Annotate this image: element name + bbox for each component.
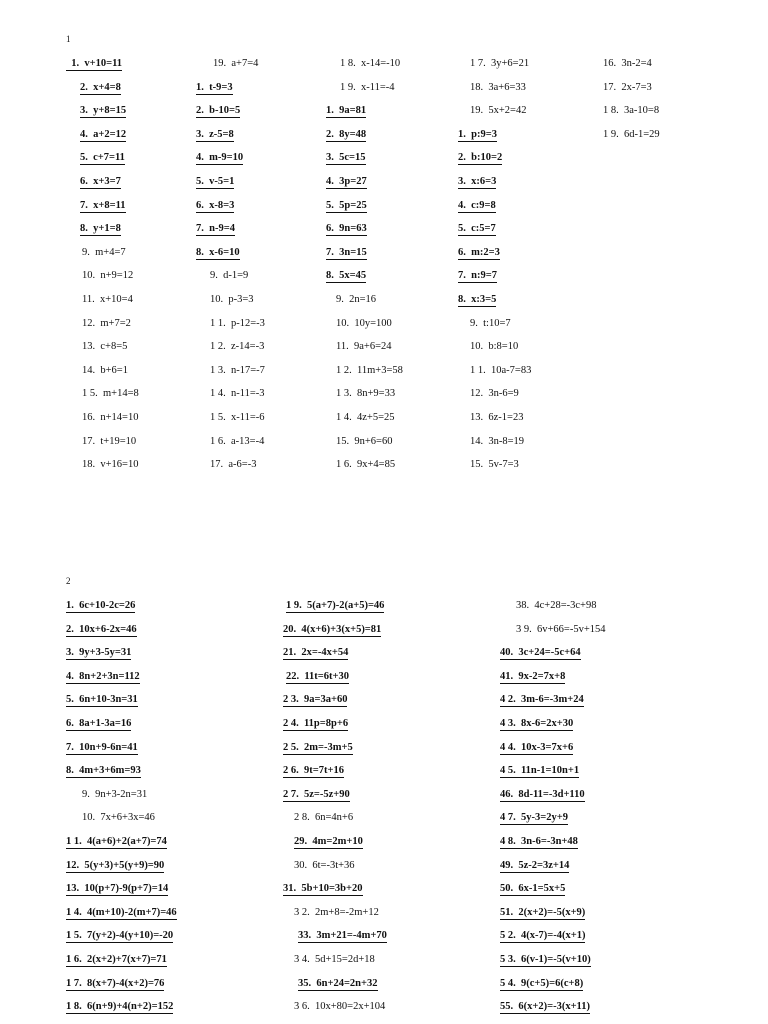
section-2-exercise: 22. 11t=6t+30	[286, 670, 350, 682]
section-1-exercise: 9. t:10=7	[470, 317, 511, 329]
section-2-exercise: 29. 4m=2m+10	[294, 836, 363, 847]
section-2-exercise: 2 6. 9t=7t+16	[283, 765, 344, 777]
section-1-exercise: 13. 6z-1=23	[470, 412, 524, 423]
section-1-exercise: 7. x+8=11	[80, 199, 126, 211]
section-1-exercise: 19. 5x+2=42	[470, 105, 527, 117]
section-1-exercise: 9. 2n=16	[336, 294, 377, 305]
section-2-exercise: 2 5. 2m=-3m+5	[283, 741, 353, 753]
section-1-exercise: 4. a+2=12	[80, 128, 127, 140]
section-2-exercise: 3 9. 6v+66=-5v+154	[516, 623, 606, 635]
section-2-exercise: 2 8. 6n=4n+6	[294, 812, 354, 824]
section-2-exercise: 3 6. 10x+80=2x+104	[294, 1001, 386, 1013]
section-2-exercise: 1 5. 7(y+2)-4(y+10)=-20	[66, 930, 174, 942]
section-2-exercise: 10. 7x+6+3x=46	[82, 812, 155, 824]
section-2-exercise: 4 5. 11n-1=10n+1	[500, 765, 580, 777]
section-2-exercise: 1. 6c+10-2c=26	[66, 600, 136, 611]
section-1-exercise: 12. 3n-6=9	[470, 388, 519, 400]
section-1-exercise: 18. 3a+6=33	[470, 81, 526, 93]
section-1-exercise: 5. c+7=11	[80, 152, 125, 164]
section-2-exercise: 5 2. 4(x-7)=-4(x+1)	[500, 930, 586, 942]
section-2-exercise: 1 1. 4(a+6)+2(a+7)=74	[66, 836, 167, 847]
section-1-exercise: 2. x+4=8	[80, 81, 121, 93]
section-1-exercise: 6. x+3=7	[80, 176, 121, 187]
section-1-exercise: 8. x-6=10	[196, 246, 240, 258]
section-1-exercise: 1 6. a-13=-4	[210, 435, 265, 447]
section-2-exercise: 3. 9y+3-5y=31	[66, 647, 132, 659]
section-1-exercise: 16. n+14=10	[82, 412, 139, 423]
section-1-exercise: 1 5. m+14=8	[82, 388, 139, 400]
section-1-exercise: 12. m+7=2	[82, 317, 131, 329]
section-1-exercise: 6. m:2=3	[458, 246, 500, 258]
section-2-exercise: 2 4. 11p=8p+6	[283, 718, 349, 729]
section-1-exercise: 1. t-9=3	[196, 81, 233, 93]
section-1-exercise: 1. v+10=11	[66, 58, 123, 69]
section-2-exercise: 1 4. 4(m+10)-2(m+7)=46	[66, 906, 177, 918]
section-1-exercise: 5. 5p=25	[326, 199, 367, 211]
section-2-exercise: 8. 4m+3+6m=93	[66, 765, 141, 777]
section-1-exercise: 8. x:3=5	[458, 294, 497, 305]
section-1-exercise: 4. 3p=27	[326, 176, 367, 187]
section-2-exercise: 1 9. 5(a+7)-2(a+5)=46	[286, 600, 385, 611]
section-2-exercise: 12. 5(y+3)+5(y+9)=90	[66, 859, 165, 871]
section-1-exercise: 1 3. n-17=-7	[210, 364, 265, 376]
section-1-exercise: 11. x+10=4	[82, 294, 133, 305]
section-1-exercise: 17. 2x-7=3	[603, 81, 652, 93]
section-2-exercise: 4 7. 5y-3=2y+9	[500, 812, 568, 824]
section-1-exercise: 1 9. x-11=-4	[340, 81, 395, 93]
section-2-exercise: 3 2. 2m+8=-2m+12	[294, 906, 379, 918]
section-1-exercise: 1 8. 3a-10=8	[603, 105, 660, 117]
section-2-exercise: 4. 8n+2+3n=112	[66, 670, 140, 682]
section-2-exercise: 33. 3m+21=-4m+70	[298, 930, 387, 942]
section-2-exercise: 13. 10(p+7)-9(p+7)=14	[66, 883, 169, 895]
section-1-exercise: 1 4. n-11=-3	[210, 388, 265, 400]
section-1-exercise: 2. b-10=5	[196, 105, 241, 117]
section-2-exercise: 46. 8d-11=-3d+110	[500, 788, 585, 800]
section-2-exercise: 1 6. 2(x+2)+7(x+7)=71	[66, 954, 167, 965]
section-1-exercise: 10. p-3=3	[210, 294, 254, 305]
section-2-exercise: 31. 5b+10=3b+20	[283, 883, 363, 895]
section-1-exercise: 17. a-6=-3	[210, 459, 257, 471]
section-2-exercise: 21. 2x=-4x+54	[283, 647, 349, 659]
section-1-exercise: 6. x-8=3	[196, 199, 235, 211]
section-1-exercise: 15. 9n+6=60	[336, 435, 393, 447]
section-1-exercise: 18. v+16=10	[82, 459, 139, 471]
section-1-exercise: 1 6. 9x+4=85	[336, 459, 396, 471]
section-1-exercise: 7. n-9=4	[196, 223, 235, 235]
section-2-exercise: 9. 9n+3-2n=31	[82, 788, 148, 800]
section-1-exercise: 7. n:9=7	[458, 270, 497, 282]
section-1-exercise: 10. n+9=12	[82, 270, 134, 282]
section-1-exercise: 1 2. 11m+3=58	[336, 364, 403, 376]
section-1-exercise: 1 7. 3y+6=21	[470, 58, 530, 69]
section-2-exercise: 50. 6x-1=5x+5	[500, 883, 566, 895]
section-1-exercise: 17. t+19=10	[82, 435, 137, 447]
section-1-exercise: 15. 5v-7=3	[470, 459, 519, 471]
section-1-exercise: 3. y+8=15	[80, 105, 127, 117]
section-1-exercise: 10. b:8=10	[470, 341, 519, 353]
section-1-exercise: 4. c:9=8	[458, 199, 496, 211]
section-2-exercise: 1 7. 8(x+7)-4(x+2)=76	[66, 977, 165, 989]
section-2-exercise: 41. 9x-2=7x+8	[500, 670, 566, 682]
section-1-exercise: 1 5. x-11=-6	[210, 412, 265, 423]
section-1-exercise: 6. 9n=63	[326, 223, 367, 235]
section-1-exercise: 3. z-5=8	[196, 128, 234, 140]
section-2-exercise: 20. 4(x+6)+3(x+5)=81	[283, 623, 382, 635]
section-2-exercise: 2 3. 9a=3a+60	[283, 694, 348, 706]
section-2-exercise: 4 2. 3m-6=-3m+24	[500, 694, 584, 706]
section-2-exercise: 49. 5z-2=3z+14	[500, 859, 570, 871]
section-2-exercise: 7. 10n+9-6n=41	[66, 741, 138, 753]
section-2-exercise: 1 8. 6(n+9)+4(n+2)=152	[66, 1001, 174, 1013]
section-1-exercise: 14. b+6=1	[82, 364, 128, 376]
section-2-exercise: 30. 6t=-3t+36	[294, 859, 355, 871]
section-1-exercise: 8. 5x=45	[326, 270, 367, 282]
section-2-exercise: 2. 10x+6-2x=46	[66, 623, 137, 635]
section-1-exercise: 4. m-9=10	[196, 152, 244, 164]
section-2-exercise: 5 4. 9(c+5)=6(c+8)	[500, 977, 584, 989]
section-1-exercise: 19. a+7=4	[213, 58, 259, 69]
section-1-exercise: 8. y+1=8	[80, 223, 121, 235]
section-1-label: 1	[66, 34, 71, 44]
section-1-exercise: 10. 10y=100	[336, 317, 392, 329]
section-1-exercise: 14. 3n-8=19	[470, 435, 525, 447]
section-1-exercise: 7. 3n=15	[326, 246, 367, 258]
section-2-exercise: 4 8. 3n-6=-3n+48	[500, 836, 578, 847]
section-1-exercise: 1. 9a=81	[326, 105, 367, 117]
section-1-exercise: 1 1. p-12=-3	[210, 317, 265, 329]
section-2-exercise: 40. 3c+24=-5c+64	[500, 647, 581, 659]
section-1-exercise: 5. c:5=7	[458, 223, 496, 235]
section-2-exercise: 6. 8a+1-3a=16	[66, 718, 132, 729]
section-2-exercise: 4 3. 8x-6=2x+30	[500, 718, 574, 729]
section-1-exercise: 3. 5c=15	[326, 152, 366, 164]
section-1-exercise: 1 9. 6d-1=29	[603, 128, 660, 140]
section-1-exercise: 16. 3n-2=4	[603, 58, 652, 69]
section-2-exercise: 4 4. 10x-3=7x+6	[500, 741, 574, 753]
section-1-exercise: 1 4. 4z+5=25	[336, 412, 395, 423]
section-1-exercise: 1 3. 8n+9=33	[336, 388, 396, 400]
section-1-exercise: 13. c+8=5	[82, 341, 128, 353]
section-1-exercise: 11. 9a+6=24	[336, 341, 392, 353]
section-1-exercise: 2. 8y=48	[326, 128, 367, 140]
section-2-exercise: 5 3. 6(v-1)=-5(v+10)	[500, 954, 591, 965]
section-2-exercise: 35. 6n+24=2n+32	[298, 977, 378, 989]
section-2-exercise: 2 7. 5z=-5z+90	[283, 788, 350, 800]
section-1-exercise: 1. p:9=3	[458, 128, 497, 140]
section-2-label: 2	[66, 576, 71, 586]
section-2-exercise: 55. 6(x+2)=-3(x+11)	[500, 1001, 590, 1013]
section-1-exercise: 3. x:6=3	[458, 176, 497, 187]
section-1-exercise: 9. m+4=7	[82, 246, 126, 258]
section-1-exercise: 9. d-1=9	[210, 270, 249, 282]
section-1-exercise: 1 1. 10a-7=83	[470, 364, 532, 376]
section-1-exercise: 1 8. x-14=-10	[340, 58, 401, 69]
section-1-exercise: 2. b:10=2	[458, 152, 503, 164]
section-2-exercise: 5. 6n+10-3n=31	[66, 694, 138, 706]
section-2-exercise: 38. 4c+28=-3c+98	[516, 600, 597, 611]
section-2-exercise: 3 4. 5d+15=2d+18	[294, 954, 375, 965]
section-2-exercise: 51. 2(x+2)=-5(x+9)	[500, 906, 586, 918]
section-1-exercise: 5. v-5=1	[196, 176, 235, 187]
section-1-exercise: 1 2. z-14=-3	[210, 341, 265, 353]
